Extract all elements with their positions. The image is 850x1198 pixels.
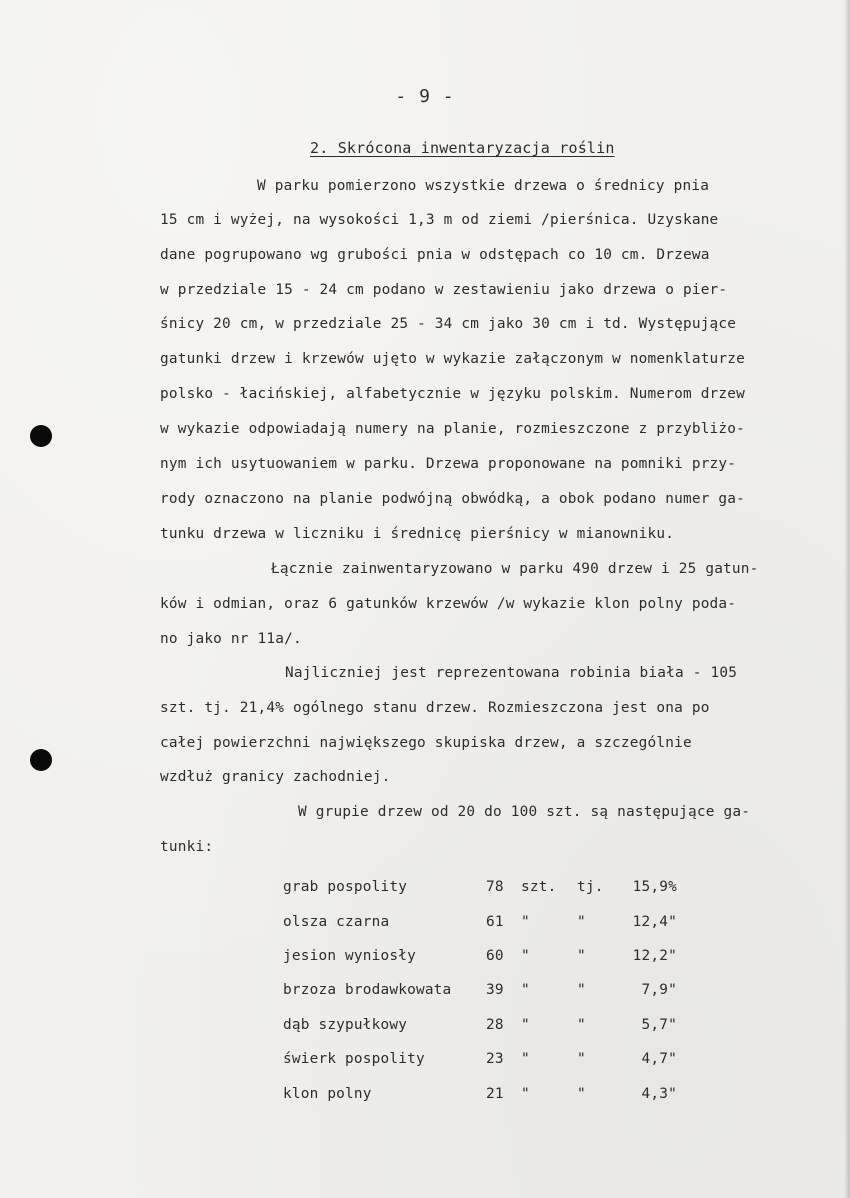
species-tj: tj.: [577, 879, 604, 896]
text-line-6: gatunki drzew i krzewów ujęto w wykazie załączonym w nomenklaturze: [160, 351, 746, 367]
species-tj: ": [577, 913, 586, 930]
table-row: [283, 904, 677, 938]
species-percent: 5,7": [641, 1016, 677, 1033]
section-heading: 2. Skrócona inwentaryzacja roślin: [310, 139, 615, 157]
table-row: [283, 939, 677, 973]
species-table: [283, 870, 677, 1111]
species-name: klon polny: [283, 1085, 372, 1102]
text-line-17: całej powierzchni największego skupiska drzew, a szczególnie: [160, 735, 692, 751]
text-line-3: dane pogrupowano wg grubości pnia w odstępach co 10 cm. Drzewa: [160, 247, 710, 263]
species-percent: 7,9": [641, 982, 677, 999]
text-line-20: tunki:: [160, 839, 214, 855]
text-line-4: w przedziale 15 - 24 cm podano w zestawieniu jako drzewa o pier-: [160, 282, 728, 298]
text-line-18: wzdłuż granicy zachodniej.: [160, 769, 391, 785]
text-line-14: no jako nr 11a/.: [160, 631, 302, 647]
species-name: olsza czarna: [283, 913, 390, 930]
text-line-10: rody oznaczono na planie podwójną obwódką, a obok podano numer ga-: [160, 491, 746, 507]
species-unit: ": [521, 982, 530, 999]
species-name: jesion wyniosły: [283, 947, 416, 964]
species-tj: ": [577, 1016, 586, 1033]
species-unit: ": [521, 947, 530, 964]
species-count: 78: [486, 879, 504, 896]
species-percent: 15,9%: [632, 879, 677, 896]
species-unit: ": [521, 1085, 530, 1102]
table-row: [283, 1076, 677, 1110]
text-line-13: ków i odmian, oraz 6 gatunków krzewów /w wykazie klon polny poda-: [160, 596, 737, 612]
species-percent: 4,7": [641, 1051, 677, 1068]
species-count: 23: [486, 1051, 504, 1068]
text-line-7: polsko - łacińskiej, alfabetycznie w języku polskim. Numerom drzew: [160, 386, 746, 402]
table-row: [283, 1008, 677, 1042]
text-line-9: nym ich usytuowaniem w parku. Drzewa proponowane na pomniki przy-: [160, 456, 737, 472]
species-percent: 4,3": [641, 1085, 677, 1102]
species-unit: ": [521, 913, 530, 930]
species-name: dąb szypułkowy: [283, 1016, 408, 1033]
text-line-15: Najliczniej jest reprezentowana robinia biała - 105: [285, 665, 738, 681]
text-line-12: Łącznie zainwentaryzowano w parku 490 drzew i 25 gatun-: [271, 561, 759, 577]
species-tj: ": [577, 1085, 586, 1102]
species-count: 39: [486, 982, 504, 999]
species-count: 21: [486, 1085, 504, 1102]
table-row: [283, 870, 677, 904]
species-tj: ": [577, 1051, 586, 1068]
text-line-2: 15 cm i wyżej, na wysokości 1,3 m od ziemi /pierśnica. Uzyskane: [160, 212, 719, 228]
punch-hole-upper: [30, 425, 52, 447]
species-count: 60: [486, 947, 504, 964]
text-line-1: W parku pomierzono wszystkie drzewa o średnicy pnia: [257, 178, 710, 194]
punch-hole-lower: [30, 749, 52, 771]
species-tj: ": [577, 982, 586, 999]
species-name: grab pospolity: [283, 879, 408, 896]
species-name: świerk pospolity: [283, 1051, 425, 1068]
table-row: [283, 1042, 677, 1076]
species-unit: ": [521, 1016, 530, 1033]
species-percent: 12,2": [632, 947, 677, 964]
species-unit: ": [521, 1051, 530, 1068]
text-line-11: tunku drzewa w liczniku i średnicę pierśnicy w mianowniku.: [160, 526, 675, 542]
table-row: [283, 973, 677, 1007]
text-line-5: śnicy 20 cm, w przedziale 25 - 34 cm jako 30 cm i td. Występujące: [160, 316, 737, 332]
species-unit: szt.: [521, 879, 557, 896]
species-name: brzoza brodawkowata: [283, 982, 452, 999]
species-percent: 12,4": [632, 913, 677, 930]
page-edge-shadow: [844, 0, 850, 1198]
species-count: 28: [486, 1016, 504, 1033]
text-line-19: W grupie drzew od 20 do 100 szt. są następujące ga-: [298, 804, 751, 820]
text-line-8: w wykazie odpowiadają numery na planie, rozmieszczone z przybliżo-: [160, 421, 746, 437]
page-number: - 9 -: [395, 86, 455, 107]
species-tj: ": [577, 947, 586, 964]
text-line-16: szt. tj. 21,4% ogólnego stanu drzew. Rozmieszczona jest ona po: [160, 700, 710, 716]
species-count: 61: [486, 913, 504, 930]
